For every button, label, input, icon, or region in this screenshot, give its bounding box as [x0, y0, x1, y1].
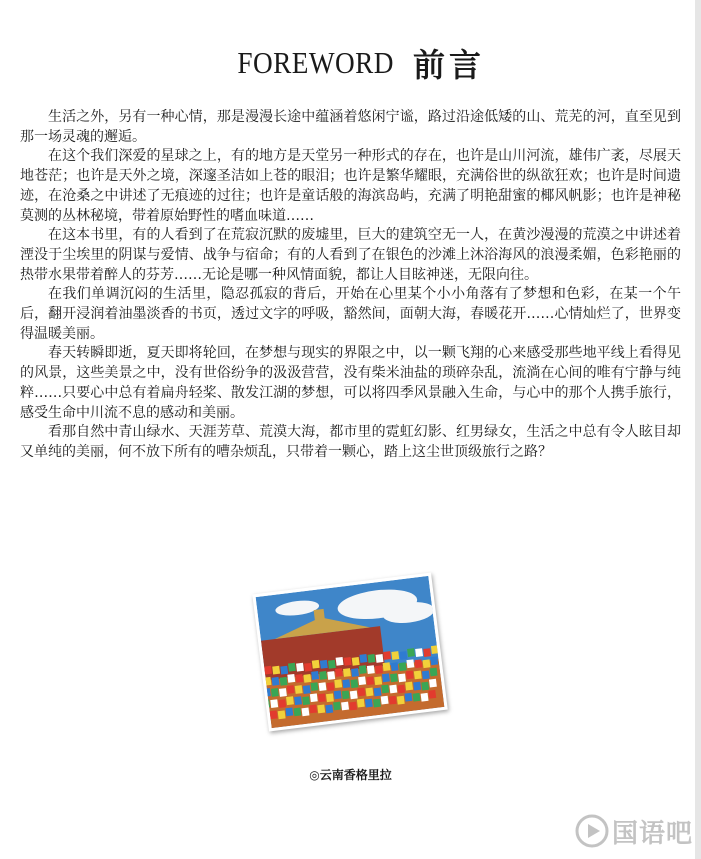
prayer-flag — [303, 685, 311, 694]
prayer-flag — [423, 659, 431, 668]
prayer-flag — [359, 665, 367, 674]
prayer-flag — [429, 679, 437, 688]
prayer-flag — [341, 702, 349, 711]
prayer-flag — [358, 676, 366, 685]
prayer-flag — [374, 688, 382, 697]
prayer-flag — [293, 707, 301, 716]
prayer-flag — [327, 682, 335, 691]
prayer-flag — [304, 663, 312, 672]
prayer-flag — [262, 710, 270, 719]
prayer-flag — [294, 696, 302, 705]
prayer-flag — [303, 674, 311, 683]
prayer-flag — [278, 699, 286, 708]
prayer-flag — [280, 666, 288, 675]
prayer-flag — [263, 688, 271, 697]
prayer-flag — [311, 671, 319, 680]
prayer-flag — [397, 685, 405, 694]
prayer-flag — [309, 705, 317, 714]
prayer-flag — [302, 707, 310, 716]
prayer-flag — [359, 654, 367, 663]
prayer-flag — [357, 688, 365, 697]
prayer-flag — [366, 676, 374, 685]
prayer-flag — [319, 682, 327, 691]
prayer-flag — [270, 699, 278, 708]
prayer-flag — [264, 666, 272, 675]
prayer-flag — [279, 688, 287, 697]
prayer-flag — [270, 710, 278, 719]
photo-illustration — [256, 576, 445, 728]
prayer-flag — [421, 693, 429, 702]
prayer-flag — [325, 705, 333, 714]
prayer-flag — [271, 688, 279, 697]
prayer-flag — [317, 705, 325, 714]
prayer-flag — [333, 702, 341, 711]
paragraph-5: 春天转瞬即逝，夏天即将轮回，在梦想与现实的界限之中，以一颗飞翔的心来感受那些地平线上看得见的风景，这些美景之中，没有世俗纷争的汲汲营营，没有柴米油盐的琐碎杂乱，流淌在心间的唯有宁静与纯粹……只要心中总有着扁舟轻桨、散发江湖的梦想，可以将四季风景融入生命，与心中的那个人携手旅行，感受生命中川流不息的感动和美丽。 — [20, 345, 681, 421]
paragraph-3: 在这本书里，有的人看到了在荒寂沉默的废墟里，巨大的建筑空无一人，在黄沙漫漫的荒漠之中讲述着湮没于尘埃里的阴谋与爱情、战争与宿命；有的人看到了在银色的沙滩上沐浴海风的浪漫柔媚，色彩艳丽的热带水果带着醉人的芬芳……无论是哪一种风情面貌，都让人目眩神迷，无限向往。 — [20, 227, 681, 283]
prayer-flag — [381, 696, 389, 705]
prayer-flag — [296, 663, 304, 672]
prayer-flag — [367, 654, 375, 663]
prayer-flag — [399, 662, 407, 671]
prayer-flag — [272, 666, 280, 675]
prayer-flag — [327, 671, 335, 680]
prayer-flag — [312, 660, 320, 669]
prayer-flag — [374, 676, 382, 685]
prayer-flag — [430, 668, 438, 677]
prayer-flag — [287, 685, 295, 694]
prayer-flag — [381, 685, 389, 694]
prayer-flag — [295, 685, 303, 694]
prayer-flag — [406, 670, 414, 679]
prayer-flag — [344, 657, 352, 666]
prayer-flag — [406, 659, 414, 668]
prayer-flag — [349, 702, 357, 711]
prayer-flag — [389, 696, 397, 705]
prayer-flag — [351, 668, 359, 677]
prayer-flag — [286, 696, 294, 705]
prayer-flag — [272, 677, 280, 686]
prayer-flag — [263, 677, 271, 686]
prayer-flag — [390, 673, 398, 682]
prayer-flag — [428, 690, 436, 699]
prayer-flag — [287, 674, 295, 683]
prayer-flag — [336, 657, 344, 666]
paragraph-2: 在这个我们深爱的星球之上，有的地方是天堂另一种形式的存在，也许是山川河流，雄伟广袤，尽展天地苍茫；也许是天外之境，深邃圣洁如上苍的眼泪；也许是繁华耀眼，充满俗世的纵欲狂欢；也许是时间遗迹，在沧桑之中讲述了无痕迹的过往；也许是童话般的海滨岛屿，充满了明艳甜蜜的椰风帆影；也许是神秘莫测的丛林秘境，带着原始野性的嗜血味道…… — [20, 148, 681, 224]
prayer-flag — [350, 679, 358, 688]
prayer-flag — [365, 699, 373, 708]
prayer-flag — [398, 673, 406, 682]
paragraph-6: 看那自然中青山绿水、天涯芳草、荒漠大海，都市里的霓虹幻影、红男绿女，生活之中总有令人眩目却又单纯的美丽，何不放下所有的嘈杂烦乱，只带着一颗心，踏上这尘世顶级旅行之路？ — [20, 424, 681, 460]
prayer-flag — [421, 682, 429, 691]
photo-caption: ◎云南香格里拉 — [309, 768, 392, 782]
prayer-flag — [295, 674, 303, 683]
prayer-flag — [334, 690, 342, 699]
foreword-body — [20, 108, 681, 463]
prayer-flag — [383, 651, 391, 660]
prayer-flag — [382, 673, 390, 682]
prayer-flag — [280, 677, 288, 686]
prayer-flag — [262, 699, 270, 708]
prayer-flag — [373, 699, 381, 708]
watermark-text: 国语吧 — [611, 818, 693, 849]
prayer-flag — [414, 671, 422, 680]
paragraph-1: 生活之外，另有一种心情，那是漫漫长途中蕴涵着悠闲宁谧，路过沿途低矮的山、荒芜的河，直至见到那一场灵魂的邂逅。 — [20, 109, 681, 145]
prayer-flag — [302, 696, 310, 705]
prayer-flag — [310, 682, 318, 691]
prayer-flag — [350, 690, 358, 699]
prayer-flag — [389, 685, 397, 694]
site-watermark — [574, 811, 693, 851]
prayer-flag — [414, 659, 422, 668]
prayer-flag — [278, 710, 286, 719]
prayer-flag — [310, 693, 318, 702]
prayer-flag — [326, 693, 334, 702]
prayer-flag — [423, 648, 431, 657]
paragraph-4: 在我们单调沉闷的生活里，隐忍孤寂的背后，开始在心里某个小小角落有了梦想和色彩，在某一个午后，翻开浸润着油墨淡香的书页，透过文字的呼吸，豁然间，面朝大海，春暖花开……心情灿烂了，世界变得温暖美丽。 — [20, 286, 681, 342]
photo-temple-spire — [314, 609, 325, 620]
prayer-flag — [366, 688, 374, 697]
prayer-flag — [328, 660, 336, 669]
prayer-flag — [413, 693, 421, 702]
prayer-flag — [430, 656, 438, 665]
prayer-flag — [383, 662, 391, 671]
page-title — [0, 40, 701, 86]
title-english: FOREWORD — [237, 45, 394, 80]
prayer-flag — [431, 645, 439, 654]
prayer-flag — [335, 668, 343, 677]
page-edge-strip — [695, 0, 701, 859]
prayer-flag — [342, 690, 350, 699]
prayer-flag — [413, 682, 421, 691]
prayer-flag — [285, 707, 293, 716]
prayer-flag — [391, 662, 399, 671]
prayer-flag — [391, 651, 399, 660]
prayer-flag — [357, 699, 365, 708]
prayer-flag — [404, 693, 412, 702]
prayer-flag — [407, 648, 415, 657]
prayer-flag — [375, 665, 383, 674]
prayer-flag — [319, 671, 327, 680]
prayer-flag — [415, 648, 423, 657]
prayer-flag — [405, 682, 413, 691]
prayer-flag — [334, 679, 342, 688]
prayer-flag — [376, 654, 384, 663]
prayer-flag — [288, 663, 296, 672]
prayer-flag — [320, 660, 328, 669]
prayer-flag — [399, 651, 407, 660]
title-chinese: 前言 — [413, 46, 486, 84]
prayer-flag — [397, 696, 405, 705]
prayer-flag — [367, 665, 375, 674]
shangri-la-photo — [252, 573, 447, 732]
play-circle-icon — [574, 813, 610, 849]
prayer-flag — [343, 668, 351, 677]
prayer-flag — [352, 657, 360, 666]
prayer-flag — [342, 679, 350, 688]
prayer-flag — [422, 671, 430, 680]
prayer-flag — [318, 693, 326, 702]
